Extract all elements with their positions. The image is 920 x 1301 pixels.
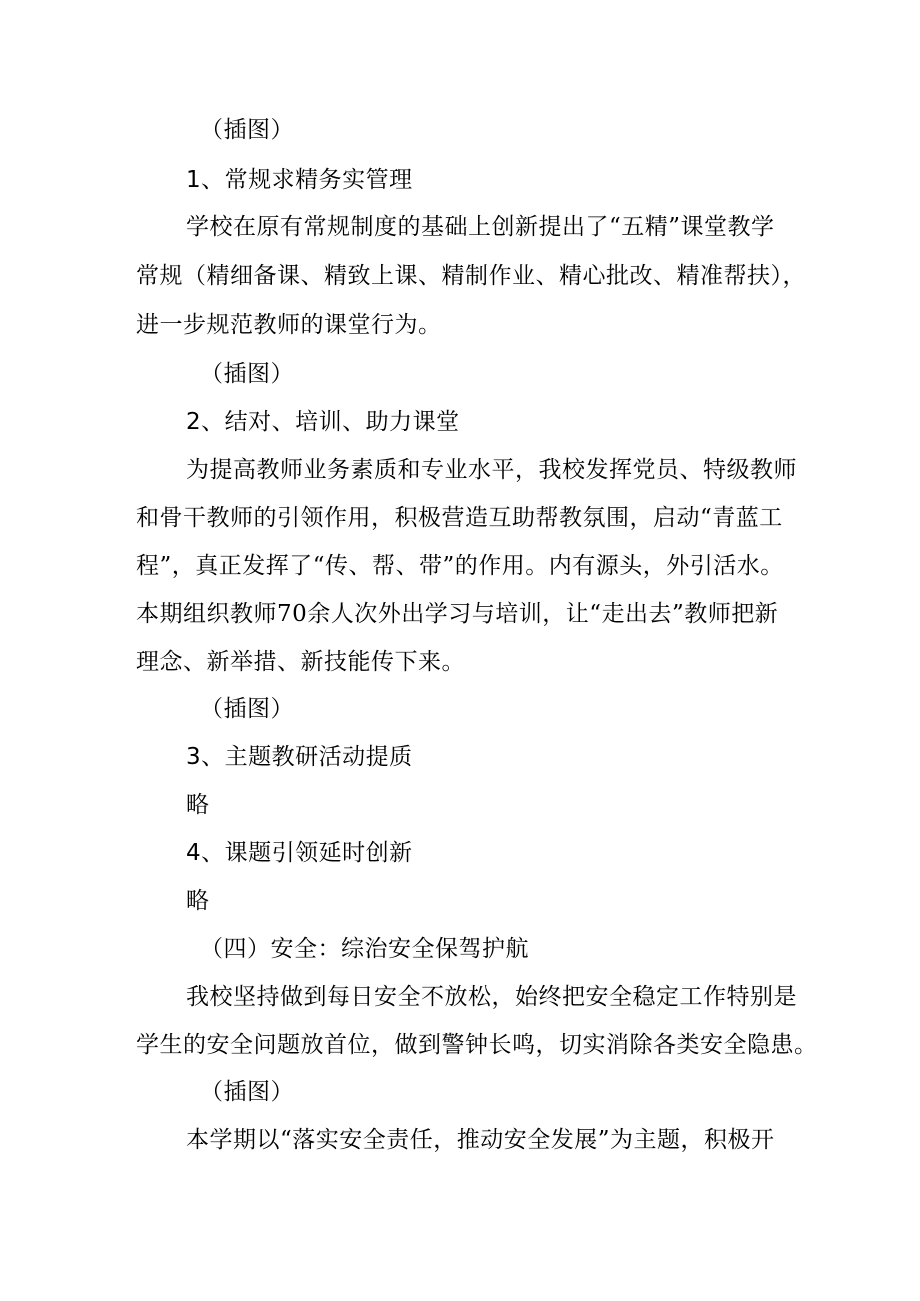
image-placeholder: （插图）: [200, 696, 294, 722]
paragraph-line: 程”，真正发挥了“传、帮、带”的作用。内有源头，外引活水。: [136, 553, 784, 579]
omitted-text: 略: [186, 792, 210, 818]
image-placeholder: （插图）: [200, 361, 294, 387]
section-heading-1: 1、常规求精务实管理: [186, 167, 413, 193]
paragraph-line: 和骨干教师的引领作用，积极营造互助帮教氛围，启动“青蓝工: [136, 505, 783, 531]
omitted-text: 略: [186, 888, 210, 914]
image-placeholder: （插图）: [200, 1079, 294, 1105]
section-heading-2: 2、结对、培训、助力课堂: [186, 409, 460, 435]
paragraph-line: 学生的安全问题放首位，做到警钟长鸣，切实消除各类安全隐患。: [136, 1032, 818, 1058]
paragraph-line: 本学期以“落实安全责任，推动安全发展”为主题，积极开: [186, 1127, 775, 1153]
paragraph-line: 进一步规范教师的课堂行为。: [136, 312, 442, 338]
paragraph-line: 本期组织教师70余人次外出学习与培训，让“走出去”教师把新: [136, 601, 779, 627]
paragraph-line: 为提高教师业务素质和专业水平，我校发挥党员、特级教师: [186, 457, 797, 483]
image-placeholder: （插图）: [200, 117, 294, 143]
section-heading-3: 3、主题教研活动提质: [186, 744, 413, 770]
chapter-heading: （四）安全：综治安全保驾护航: [200, 936, 529, 962]
paragraph-line: 常规（精细备课、精致上课、精制作业、精心批改、精准帮扶），: [136, 263, 806, 289]
section-heading-4: 4、课题引领延时创新: [186, 840, 413, 866]
paragraph-line: 学校在原有常规制度的基础上创新提出了“五精”课堂教学: [186, 214, 775, 240]
paragraph-line: 理念、新举措、新技能传下来。: [136, 649, 465, 675]
paragraph-line: 我校坚持做到每日安全不放松，始终把安全稳定工作特别是: [186, 984, 797, 1010]
